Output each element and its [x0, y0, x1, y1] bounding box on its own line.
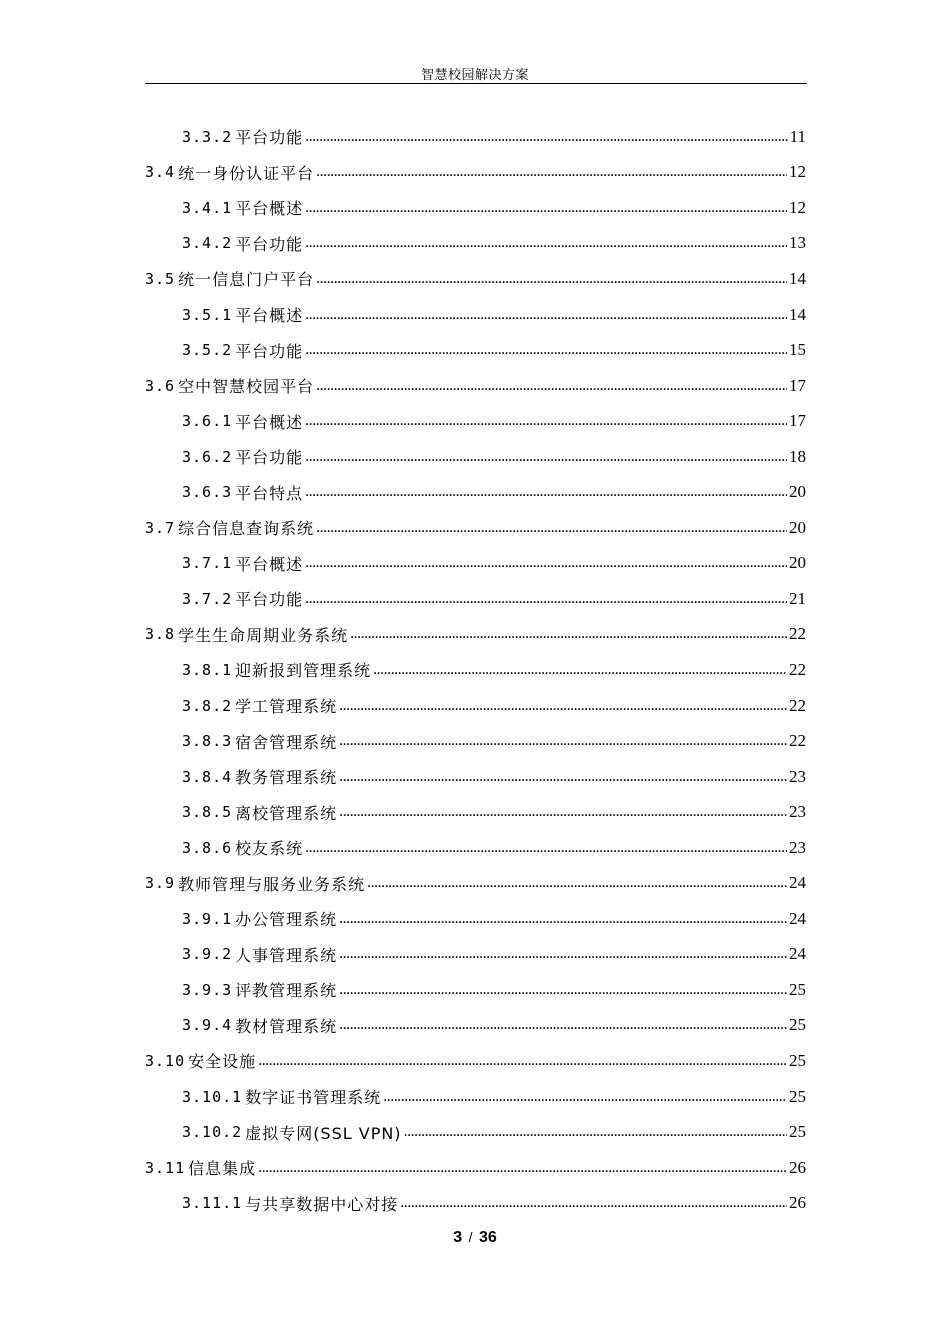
- toc-entry[interactable]: [145, 546, 806, 582]
- toc-entry-title: 综合信息查询系统: [178, 519, 315, 539]
- toc-entry-number: 3.6: [145, 376, 176, 395]
- dot-leader: [258, 1159, 787, 1177]
- toc-entry-page: 11: [789, 126, 806, 146]
- toc-entry-page: 12: [789, 162, 806, 182]
- toc-entry-number: 3.8.4: [182, 767, 233, 786]
- toc-entry-number: 3.3.2: [182, 127, 233, 146]
- toc-entry-number: 3.8.3: [182, 732, 233, 751]
- toc-entry-page: 22: [789, 695, 806, 715]
- toc-entry-page: 25: [789, 1086, 806, 1106]
- toc-entry[interactable]: [145, 510, 806, 546]
- table-of-contents: [145, 119, 806, 1221]
- toc-entry-page: 22: [789, 624, 806, 644]
- dot-leader: [305, 448, 787, 466]
- total-page-count: 36: [478, 1229, 497, 1246]
- toc-entry-title: 安全设施: [188, 1052, 257, 1072]
- toc-entry[interactable]: [145, 297, 806, 333]
- toc-entry-page: 25: [789, 1015, 806, 1035]
- toc-entry-number: 3.4.2: [182, 234, 233, 253]
- toc-entry-number: 3.9.3: [182, 980, 233, 999]
- toc-entry-title: 统一身份认证平台: [178, 163, 315, 183]
- dot-leader: [367, 874, 787, 892]
- toc-entry[interactable]: [145, 1114, 806, 1150]
- toc-entry-title: 虚拟专网(SSL VPN): [245, 1123, 402, 1143]
- toc-entry-title: 宿舍管理系统: [235, 732, 338, 752]
- toc-entry-page: 15: [789, 340, 806, 360]
- toc-entry-title: 平台功能: [235, 128, 304, 148]
- toc-entry-number: 3.9.2: [182, 945, 233, 964]
- toc-entry-number: 3.7.1: [182, 554, 233, 573]
- toc-entry-number: 3.9.4: [182, 1016, 233, 1035]
- toc-entry-page: 20: [789, 553, 806, 573]
- toc-entry-page: 23: [789, 766, 806, 786]
- toc-entry-title: 校友系统: [235, 839, 304, 859]
- toc-entry-title: 迎新报到管理系统: [235, 661, 372, 681]
- toc-entry-title: 平台概述: [235, 412, 304, 432]
- toc-entry-page: 17: [789, 375, 806, 395]
- toc-entry[interactable]: [145, 865, 806, 901]
- toc-entry-title: 平台概述: [235, 199, 304, 219]
- toc-entry[interactable]: [145, 332, 806, 368]
- toc-entry-page: 18: [789, 446, 806, 466]
- toc-entry-number: 3.6.3: [182, 483, 233, 502]
- toc-entry-page: 26: [789, 1193, 806, 1213]
- toc-entry-page: 17: [789, 411, 806, 431]
- dot-leader: [350, 625, 787, 643]
- toc-entry[interactable]: [145, 830, 806, 866]
- toc-entry[interactable]: [145, 1043, 806, 1079]
- toc-entry-title: 平台概述: [235, 306, 304, 325]
- toc-entry-title: 统一信息门户平台: [178, 270, 315, 290]
- toc-entry-number: 3.7.2: [182, 589, 233, 608]
- toc-entry[interactable]: [145, 1150, 806, 1186]
- dot-leader: [339, 910, 787, 928]
- toc-entry-title: 平台概述: [235, 554, 304, 574]
- dot-leader: [305, 341, 787, 359]
- toc-entry[interactable]: [145, 474, 806, 510]
- toc-entry-number: 3.8.6: [182, 838, 233, 857]
- toc-entry-page: 20: [789, 517, 806, 537]
- toc-entry-number: 3.9.1: [182, 909, 233, 928]
- toc-entry-page: 23: [789, 837, 806, 857]
- dot-leader: [339, 768, 787, 786]
- dot-leader: [404, 1123, 787, 1141]
- running-header-title: 智慧校园解决方案: [420, 68, 529, 83]
- toc-entry-number: 3.4.1: [182, 198, 233, 217]
- toc-entry-page: 12: [789, 197, 806, 217]
- dot-leader: [316, 377, 787, 395]
- dot-leader: [305, 554, 787, 572]
- toc-entry-page: 23: [789, 802, 806, 822]
- toc-entry-number: 3.6.2: [182, 447, 233, 466]
- toc-entry-title: 评教管理系统: [235, 981, 338, 1001]
- page-footer: [0, 1229, 950, 1247]
- toc-entry-page: 21: [789, 588, 806, 608]
- toc-entry-title: 平台功能: [235, 590, 304, 610]
- toc-entry-number: 3.9: [145, 874, 176, 893]
- toc-entry-page: 26: [789, 1157, 806, 1177]
- toc-entry-number: 3.11.1: [182, 1194, 243, 1213]
- toc-entry-title: 学生生命周期业务系统: [178, 625, 349, 645]
- toc-entry-number: 3.8: [145, 625, 176, 644]
- toc-entry-page: 14: [789, 268, 806, 288]
- dot-leader: [316, 270, 787, 288]
- dot-leader: [305, 483, 787, 501]
- toc-entry-title: 平台功能: [235, 448, 304, 468]
- toc-entry-number: 3.8.2: [182, 696, 233, 715]
- toc-entry[interactable]: [145, 403, 806, 439]
- toc-entry-number: 3.6.1: [182, 412, 233, 431]
- toc-entry-title: 平台功能: [235, 234, 304, 254]
- toc-entry[interactable]: [145, 261, 806, 297]
- toc-entry-page: 24: [789, 908, 806, 928]
- dot-leader: [373, 661, 787, 679]
- toc-entry-page: 22: [789, 659, 806, 679]
- dot-leader: [305, 839, 787, 857]
- toc-entry-page: 24: [789, 873, 806, 893]
- toc-entry-number: 3.4: [145, 163, 176, 182]
- toc-entry-title: 办公管理系统: [235, 910, 338, 930]
- toc-entry[interactable]: [145, 190, 806, 226]
- toc-entry[interactable]: [145, 226, 806, 262]
- dot-leader: [339, 732, 787, 750]
- header-divider: [145, 83, 807, 84]
- dot-leader: [305, 590, 787, 608]
- toc-entry[interactable]: [145, 723, 806, 759]
- toc-entry-title: 平台功能: [235, 341, 304, 361]
- dot-leader: [339, 803, 787, 821]
- toc-entry-number: 3.10: [145, 1051, 186, 1070]
- dot-leader: [305, 199, 787, 217]
- toc-entry-page: 14: [789, 304, 806, 324]
- toc-entry[interactable]: [145, 439, 806, 475]
- dot-leader: [258, 1052, 787, 1070]
- toc-entry-number: 3.10.1: [182, 1087, 243, 1106]
- toc-entry-page: 25: [789, 979, 806, 999]
- toc-entry[interactable]: [145, 937, 806, 973]
- page-separator: /: [468, 1229, 473, 1245]
- toc-entry-page: 22: [789, 731, 806, 751]
- toc-entry-page: 25: [789, 1122, 806, 1142]
- toc-entry-title: 信息集成: [188, 1159, 257, 1179]
- dot-leader: [305, 128, 787, 146]
- toc-entry-title: 教师管理与服务业务系统: [178, 874, 366, 894]
- toc-entry[interactable]: [145, 688, 806, 724]
- toc-entry-number: 3.5.1: [182, 305, 233, 324]
- toc-entry-number: 3.11: [145, 1158, 186, 1177]
- toc-entry-title: 离校管理系统: [235, 803, 338, 823]
- dot-leader: [316, 163, 787, 181]
- dot-leader: [339, 981, 787, 999]
- toc-entry-number: 3.8.1: [182, 660, 233, 679]
- toc-entry-number: 3.5: [145, 269, 176, 288]
- toc-entry-page: 25: [789, 1050, 806, 1070]
- toc-entry-page: 24: [789, 944, 806, 964]
- toc-entry[interactable]: [145, 901, 806, 937]
- dot-leader: [339, 945, 787, 963]
- dot-leader: [383, 1088, 787, 1106]
- toc-entry-page: 13: [789, 233, 806, 253]
- toc-entry-title: 数字证书管理系统: [245, 1088, 382, 1108]
- toc-entry[interactable]: [145, 581, 806, 617]
- toc-entry-title: 学工管理系统: [235, 697, 338, 717]
- dot-leader: [316, 519, 787, 537]
- toc-entry-page: 20: [789, 482, 806, 502]
- toc-entry[interactable]: [145, 972, 806, 1008]
- toc-entry-number: 3.8.5: [182, 803, 233, 822]
- toc-entry-title: 人事管理系统: [235, 945, 338, 965]
- dot-leader: [339, 697, 787, 715]
- current-page-number: 3: [453, 1229, 463, 1246]
- toc-entry[interactable]: [145, 155, 806, 191]
- dot-leader: [400, 1194, 787, 1212]
- toc-entry[interactable]: [145, 759, 806, 795]
- toc-entry[interactable]: [145, 1079, 806, 1115]
- dot-leader: [305, 234, 787, 252]
- toc-entry-title: 空中智慧校园平台: [178, 377, 315, 397]
- dot-leader: [305, 412, 787, 430]
- toc-entry-number: 3.10.2: [182, 1123, 243, 1142]
- toc-entry-title: 教务管理系统: [235, 768, 338, 788]
- toc-entry[interactable]: [145, 794, 806, 830]
- toc-entry-title: 与共享数据中心对接: [245, 1194, 399, 1214]
- toc-entry[interactable]: [145, 119, 806, 155]
- toc-entry-title: 平台特点: [235, 483, 304, 503]
- toc-entry[interactable]: [145, 1185, 806, 1221]
- toc-entry-number: 3.5.2: [182, 341, 233, 360]
- toc-entry[interactable]: [145, 617, 806, 653]
- toc-entry[interactable]: [145, 368, 806, 404]
- toc-entry[interactable]: [145, 652, 806, 688]
- dot-leader: [339, 1016, 787, 1034]
- toc-entry-title: 教材管理系统: [235, 1016, 338, 1036]
- toc-entry[interactable]: [145, 1008, 806, 1044]
- toc-entry-number: 3.7: [145, 518, 176, 537]
- dot-leader: [305, 306, 787, 324]
